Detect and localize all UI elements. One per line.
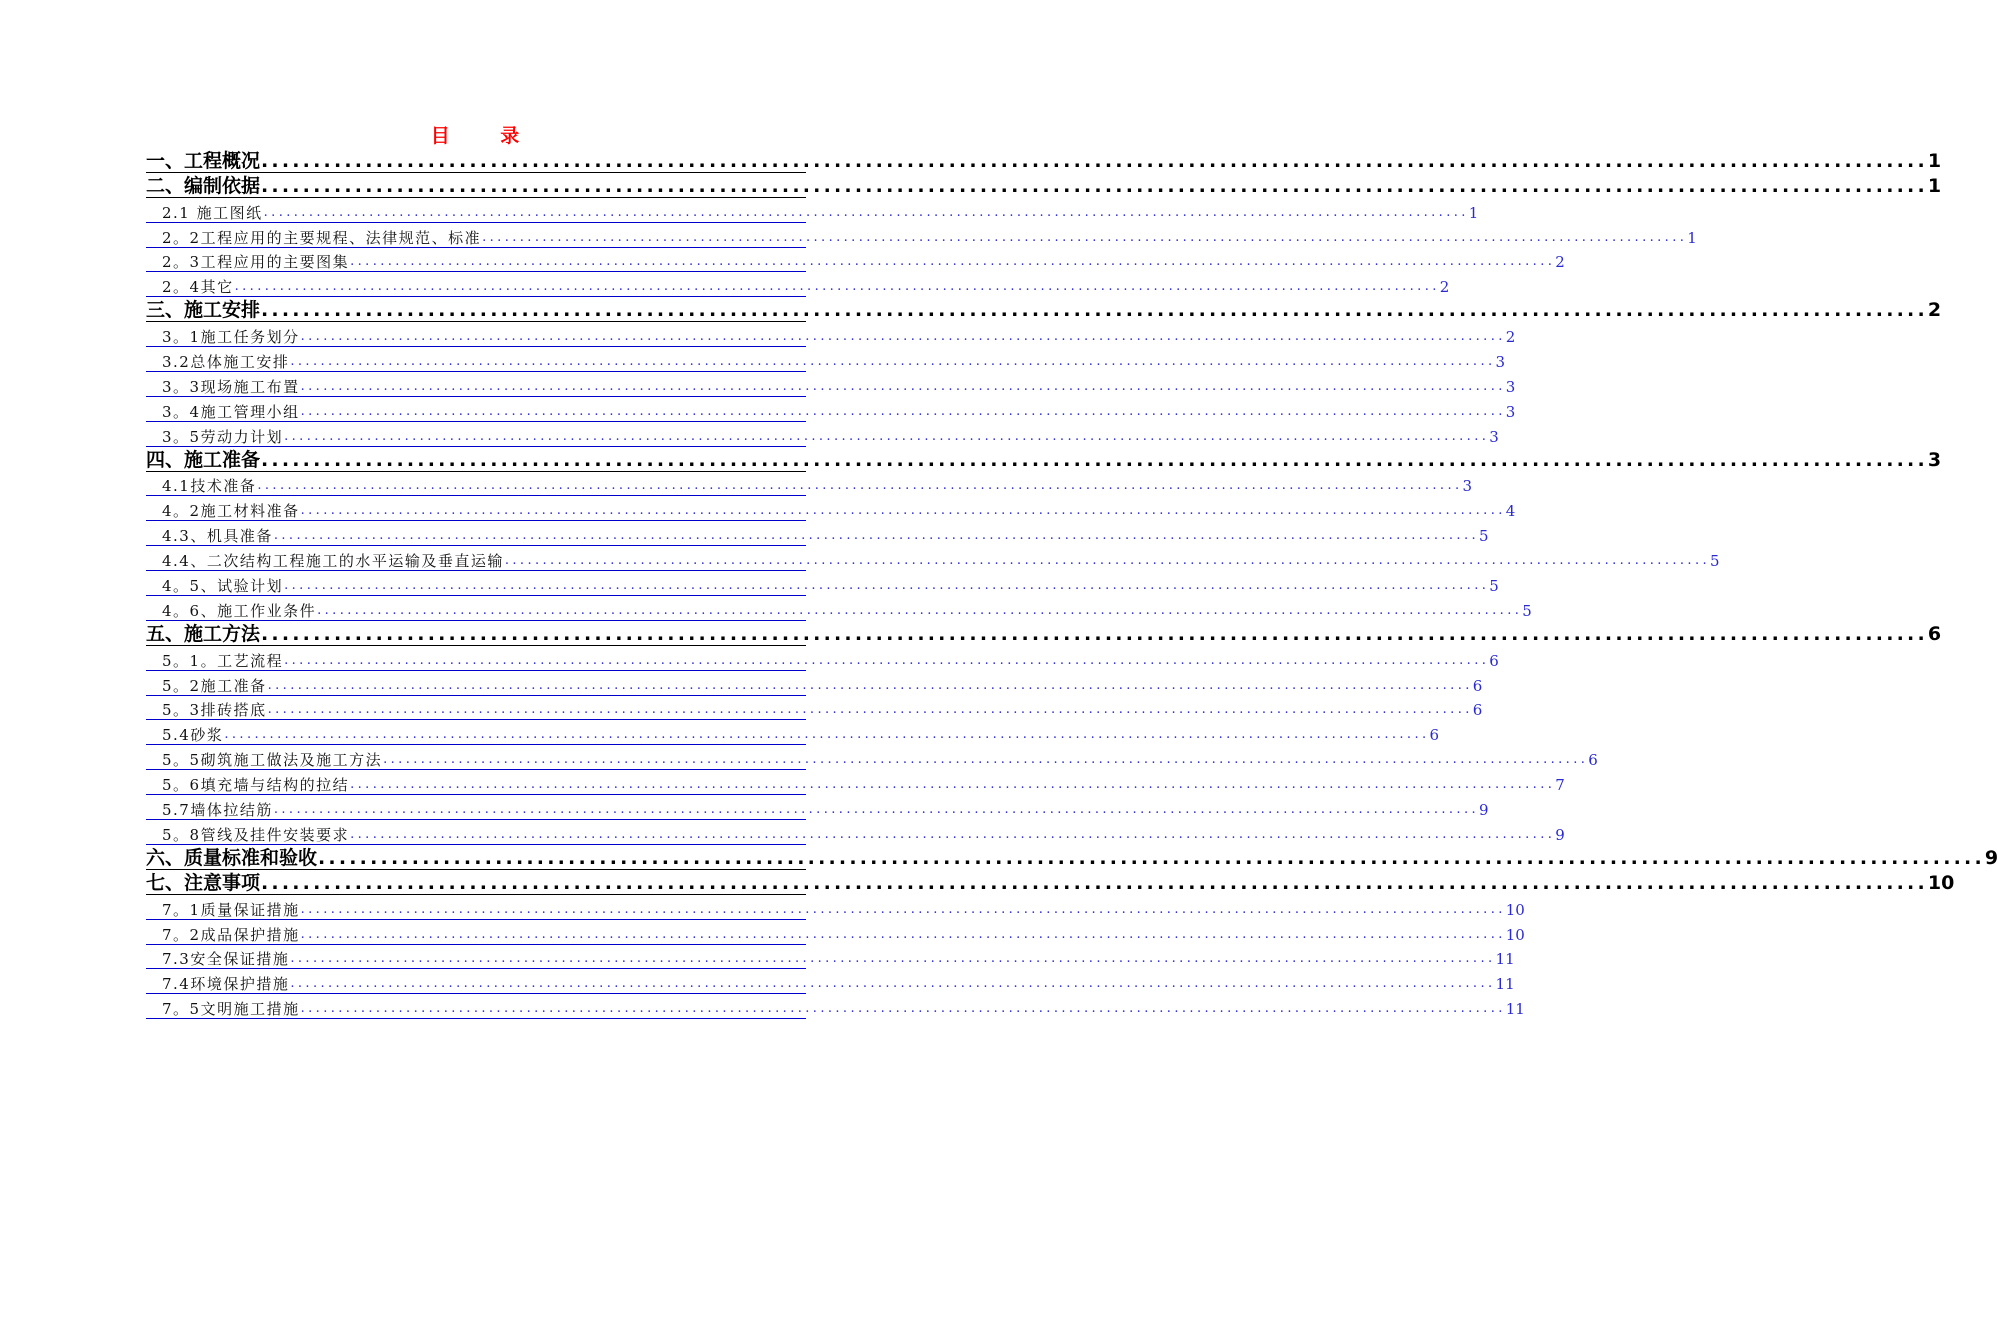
toc-dot-leader: ................................................................................................................................................................ <box>350 254 1556 270</box>
toc-dot-leader: ................................................................................................................................................................ <box>273 528 1480 544</box>
toc-entry-label: 4.1技术准备 <box>162 477 257 496</box>
toc-page-number: 5 <box>1479 527 1489 546</box>
toc-entry-label: 7.4环境保护措施 <box>162 975 290 994</box>
toc-entry-label: 七、注意事项 <box>146 871 261 894</box>
toc-entry-label: 5.7墙体拉结筋 <box>162 801 273 820</box>
toc-subentry-link[interactable] <box>146 223 1697 248</box>
toc-entry-label: 4。2施工材料准备 <box>162 502 300 521</box>
toc-dot-leader: ................................................................................................................................................................ <box>261 149 1928 172</box>
toc-entry-label: 4。6、施工作业条件 <box>162 601 317 620</box>
toc-subentry-link[interactable] <box>146 770 1565 795</box>
toc-title: 目 录 <box>430 125 542 147</box>
toc-page-number: 6 <box>1472 676 1483 695</box>
toc-entry-label: 3.2总体施工安排 <box>162 353 290 372</box>
toc-subentry-link[interactable] <box>146 720 1440 745</box>
toc-entry-label: 7。2成品保护措施 <box>162 925 300 944</box>
toc-dot-leader: ................................................................................................................................................................ <box>267 702 1473 718</box>
toc-subentry-link[interactable] <box>146 422 1499 447</box>
toc-entry-label: 2。2工程应用的主要规程、法律规范、标准 <box>162 228 482 247</box>
toc-page-number: 10 <box>1505 900 1525 919</box>
toc-entry-label: 二、编制依据 <box>146 174 261 197</box>
toc-page-number: 1 <box>1468 203 1479 222</box>
toc-subentry-link[interactable] <box>146 272 1450 297</box>
toc-subentry-link[interactable] <box>146 795 1489 820</box>
toc-subentry-link[interactable] <box>146 372 1516 397</box>
toc-subentry-link[interactable] <box>146 596 1532 621</box>
toc-subentry-link[interactable] <box>146 198 1479 223</box>
toc-dot-leader: ................................................................................................................................................................ <box>383 752 1589 768</box>
toc-subentry-link[interactable] <box>146 745 1598 770</box>
toc-subentry-link[interactable] <box>146 969 1515 994</box>
toc-dot-leader: ................................................................................................................................................................ <box>284 428 1490 444</box>
toc-dot-leader: ................................................................................................................................................................ <box>234 279 1440 295</box>
toc-page-number: 9 <box>1555 825 1565 844</box>
toc-entry-label: 4.3、机具准备 <box>162 527 273 546</box>
toc-entry-label: 5。2施工准备 <box>162 676 267 695</box>
toc-page-number: 6 <box>1489 651 1499 670</box>
toc-subentry-link[interactable] <box>146 546 1720 571</box>
toc-page-number: 2 <box>1555 253 1565 272</box>
toc-dot-leader: ................................................................................................................................................................ <box>317 602 1523 618</box>
toc-page-number: 6 <box>1429 726 1440 745</box>
toc-subentry-link[interactable] <box>146 994 1525 1019</box>
toc-dot-leader: ................................................................................................................................................................ <box>290 354 1496 370</box>
toc-dot-leader: ................................................................................................................................................................ <box>261 871 1928 894</box>
toc-dot-leader: ................................................................................................................................................................ <box>261 174 1928 197</box>
toc-entry-label: 四、施工准备 <box>146 448 261 471</box>
toc-page-number: 5 <box>1710 552 1720 571</box>
toc-entry-label: 2。3工程应用的主要图集 <box>162 253 350 272</box>
toc-subentry-link[interactable] <box>146 895 1525 920</box>
toc-entry-label: 5。3排砖搭底 <box>162 701 267 720</box>
toc-heading-link[interactable] <box>146 148 1942 173</box>
toc-entry-label: 5。8管线及挂件安装要求 <box>162 825 350 844</box>
toc-entry-label: 4。5、试验计划 <box>162 577 284 596</box>
toc-entry-label: 3。1施工任务划分 <box>162 328 300 347</box>
toc-page-number: 4 <box>1505 502 1516 521</box>
toc-page-number: 2 <box>1505 328 1516 347</box>
toc-dot-leader: ................................................................................................................................................................ <box>290 951 1496 967</box>
toc-entry-label: 三、施工安排 <box>146 299 261 322</box>
toc-dot-leader: ................................................................................................................................................................ <box>300 329 1506 345</box>
toc-subentry-link[interactable] <box>146 322 1516 347</box>
toc-heading-link[interactable] <box>146 297 1942 322</box>
toc-page-number: 6 <box>1588 751 1598 770</box>
toc-page-number: 11 <box>1495 975 1515 994</box>
toc-entry-label: 5。1。工艺流程 <box>162 651 284 670</box>
toc-dot-leader: ................................................................................................................................................................ <box>300 403 1506 419</box>
toc-heading-link[interactable] <box>146 173 1942 198</box>
toc-page-number: 11 <box>1495 950 1515 969</box>
toc-page-number: 1 <box>1687 228 1697 247</box>
toc-page-number: 6 <box>1927 622 1942 645</box>
toc-subentry-link[interactable] <box>146 671 1483 696</box>
toc-page-number: 9 <box>1479 801 1489 820</box>
toc-page-number: 3 <box>1505 377 1516 396</box>
toc-dot-leader: ................................................................................................................................................................ <box>350 826 1556 842</box>
toc-page-number: 6 <box>1472 701 1483 720</box>
toc-dot-leader: ................................................................................................................................................................ <box>300 926 1506 942</box>
toc-heading-link[interactable] <box>146 870 1955 895</box>
toc-dot-leader: ................................................................................................................................................................ <box>290 976 1496 992</box>
toc-page-number: 9 <box>1984 846 1998 869</box>
toc-page-number: 11 <box>1505 1000 1525 1019</box>
toc-entry-label: 3。4施工管理小组 <box>162 402 300 421</box>
toc-entry-label: 5。5砌筑施工做法及施工方法 <box>162 751 383 770</box>
toc-page-number: 3 <box>1927 448 1942 471</box>
toc-dot-leader: ................................................................................................................................................................ <box>284 652 1490 668</box>
toc-heading-link[interactable] <box>146 845 1998 870</box>
toc-dot-leader: ................................................................................................................................................................ <box>224 727 1430 743</box>
toc-entry-label: 一、工程概况 <box>146 149 261 172</box>
toc-dot-leader: ................................................................................................................................................................ <box>263 204 1469 220</box>
toc-entry-label: 3。3现场施工布置 <box>162 377 300 396</box>
toc-page-number: 2 <box>1439 278 1450 297</box>
toc-dot-leader: ................................................................................................................................................................ <box>300 1001 1506 1017</box>
toc-heading-link[interactable] <box>146 447 1942 472</box>
toc-page-number: 2 <box>1927 299 1942 322</box>
toc-subentry-link[interactable] <box>146 248 1565 273</box>
toc-subentry-link[interactable] <box>146 646 1499 671</box>
toc-subentry-link[interactable] <box>146 521 1489 546</box>
toc-page-number: 1 <box>1927 149 1942 172</box>
toc-page-number: 7 <box>1555 776 1565 795</box>
toc-entry-label: 5.4砂浆 <box>162 726 224 745</box>
toc-page-number: 10 <box>1927 871 1955 894</box>
toc-entry-label: 六、质量标准和验收 <box>146 846 318 869</box>
toc-page-number: 5 <box>1489 577 1499 596</box>
toc-dot-leader: ................................................................................................................................................................ <box>257 478 1463 494</box>
toc-dot-leader: ................................................................................................................................................................ <box>300 378 1506 394</box>
toc-page-number: 5 <box>1522 601 1532 620</box>
toc-page-number: 1 <box>1927 174 1942 197</box>
toc-subentry-link[interactable] <box>146 397 1516 422</box>
toc-subentry-link[interactable] <box>146 496 1516 521</box>
toc-heading-link[interactable] <box>146 621 1942 646</box>
toc-page-number: 3 <box>1462 477 1473 496</box>
toc-subentry-link[interactable] <box>146 347 1506 372</box>
toc-dot-leader: ................................................................................................................................................................ <box>350 777 1556 793</box>
toc-dot-leader: ................................................................................................................................................................ <box>261 448 1928 471</box>
toc-entry-label: 7。1质量保证措施 <box>162 900 300 919</box>
toc-dot-leader: ................................................................................................................................................................ <box>318 846 1985 869</box>
toc-entry-label: 7。5文明施工措施 <box>162 1000 300 1019</box>
toc-subentry-link[interactable] <box>146 696 1483 721</box>
toc-page-number: 3 <box>1495 353 1506 372</box>
toc-page-number: 3 <box>1489 427 1499 446</box>
toc-entry-label: 五、施工方法 <box>146 622 261 645</box>
toc-dot-leader: ................................................................................................................................................................ <box>482 229 1688 245</box>
toc-entry-label: 7.3安全保证措施 <box>162 950 290 969</box>
table-of-contents <box>146 148 1998 1019</box>
toc-dot-leader: ................................................................................................................................................................ <box>261 622 1928 645</box>
toc-dot-leader: ................................................................................................................................................................ <box>267 677 1473 693</box>
toc-subentry-link[interactable] <box>146 472 1473 497</box>
toc-subentry-link[interactable] <box>146 820 1565 845</box>
toc-page-number: 10 <box>1505 925 1525 944</box>
toc-dot-leader: ................................................................................................................................................................ <box>504 553 1711 569</box>
toc-dot-leader: ................................................................................................................................................................ <box>300 901 1506 917</box>
toc-dot-leader: ................................................................................................................................................................ <box>273 802 1480 818</box>
toc-dot-leader: ................................................................................................................................................................ <box>261 299 1928 322</box>
toc-subentry-link[interactable] <box>146 920 1525 945</box>
toc-page-number: 3 <box>1505 402 1516 421</box>
toc-entry-label: 5。6填充墙与结构的拉结 <box>162 776 350 795</box>
toc-dot-leader: ................................................................................................................................................................ <box>284 578 1490 594</box>
toc-subentry-link[interactable] <box>146 945 1515 970</box>
toc-entry-label: 3。5劳动力计划 <box>162 427 284 446</box>
toc-entry-label: 4.4、二次结构工程施工的水平运输及垂直运输 <box>162 552 504 571</box>
toc-subentry-link[interactable] <box>146 571 1499 596</box>
toc-entry-label: 2。4其它 <box>162 278 234 297</box>
toc-entry-label: 2.1 施工图纸 <box>162 203 263 222</box>
toc-dot-leader: ................................................................................................................................................................ <box>300 503 1506 519</box>
